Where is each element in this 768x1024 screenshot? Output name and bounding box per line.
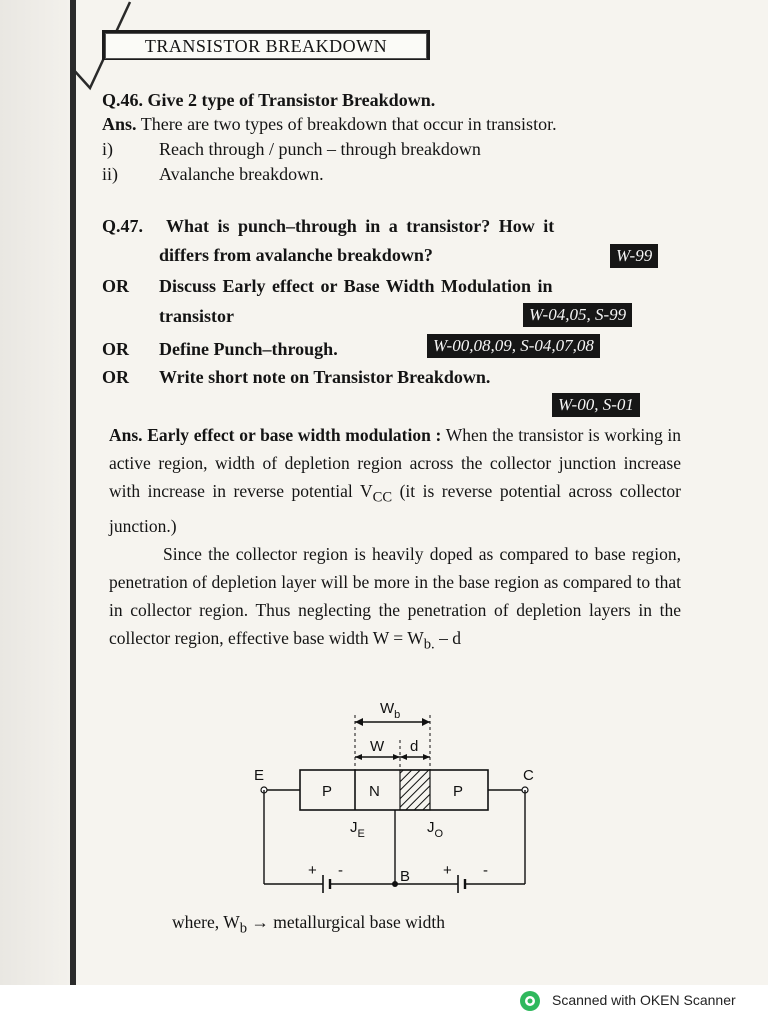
q46-number: Q.46. <box>102 90 144 110</box>
q46-item-1-marker: i) <box>102 139 113 159</box>
battery-1-minus: - <box>338 862 343 879</box>
q47-alt-3: Write short note on Transistor Breakdown. <box>159 367 491 387</box>
exam-tag-2: W-04,05, S-99 <box>523 303 632 327</box>
or-label-2: OR <box>102 339 129 359</box>
answer-label: Ans. <box>109 425 143 445</box>
answer-lead: Early effect or base width modulation : <box>147 425 442 445</box>
battery-2-minus: - <box>483 862 488 879</box>
q46-ans-text: There are two types of breakdown that occur in transistor. <box>140 114 557 134</box>
q47-line-1: What is punch–through in a transistor? How it <box>166 216 555 236</box>
answer-paragraph-2 <box>109 540 681 659</box>
q46-item-1-text: Reach through / punch – through breakdown <box>159 139 481 159</box>
answer-p2: Since the collector region is heavily doped as compared to base region, penetration of depletion layer will be more in the base region as compared to that in collector region. Thus neglecting the penetration of depletion layers in the collector region, effective base width W = <box>109 544 681 648</box>
or-label-1: OR <box>102 276 129 296</box>
section-heading-box <box>102 30 430 60</box>
where-text: metallurgical base width <box>273 912 445 932</box>
q47-alt-2: Define Punch–through. <box>159 339 338 359</box>
exam-tag-1: W-99 <box>610 244 658 268</box>
where-line <box>172 912 445 938</box>
p-right-label: P <box>453 783 464 800</box>
page-margin <box>0 0 70 985</box>
scanner-footer-text: Scanned with OKEN Scanner <box>552 992 736 1008</box>
q47-alt-1-line-1: Discuss Early effect or Base Width Modulation in <box>159 276 553 296</box>
exam-tag-4: W-00, S-01 <box>552 393 640 417</box>
where-prefix: where, <box>172 912 220 932</box>
where-arrow: → <box>251 912 269 932</box>
battery-2-plus: + <box>443 862 452 879</box>
wb-symbol: $W_{b.}$ <box>407 628 435 653</box>
answer-p1-end: (it is reverse potential across collector junction.) <box>109 481 681 536</box>
q47-alt-1-line-2: transistor <box>159 306 234 326</box>
page-binding-edge <box>70 0 76 985</box>
q46-item-2-marker: ii) <box>102 164 118 184</box>
transistor-diagram <box>240 695 560 900</box>
answer-p1: When the transistor is working in active region, width of depletion region across the collector junction increase with increase in reverse potential <box>109 425 682 501</box>
q47-line-2: differs from avalanche breakdown? <box>159 245 433 265</box>
collector-label: C <box>523 767 534 784</box>
or-label-3: OR <box>102 367 129 387</box>
base-label: B <box>400 868 411 885</box>
scanner-logo-icon <box>518 989 542 1013</box>
where-symbol: $W_b$ <box>223 912 248 937</box>
answer-p2-end: – d <box>439 628 461 648</box>
q46-text: Give 2 type of Transistor Breakdown. <box>147 90 436 110</box>
q46-ans-label: Ans. <box>102 114 137 134</box>
exam-tag-3: W-00,08,09, S-04,07,08 <box>427 334 600 358</box>
n-label: N <box>369 783 380 800</box>
je-label: $J_E$ <box>350 819 365 840</box>
battery-1-plus: + <box>308 862 317 879</box>
p-left-label: P <box>322 783 333 800</box>
q46-item-2-text: Avalanche breakdown. <box>159 164 324 184</box>
q47-number: Q.47. <box>102 216 144 236</box>
wb-label: $W_b$ <box>380 700 401 721</box>
emitter-label: E <box>254 767 265 784</box>
q46-question <box>102 90 435 111</box>
d-label: d <box>410 738 419 755</box>
q46-answer <box>102 114 557 135</box>
section-heading: TRANSISTOR BREAKDOWN <box>105 33 427 59</box>
vcc-symbol: $V_{CC}$ <box>359 481 393 506</box>
w-label: W <box>370 738 385 755</box>
answer-paragraph-1 <box>109 421 681 540</box>
depletion-region <box>400 770 430 810</box>
jo-label: $J_O$ <box>427 819 444 840</box>
